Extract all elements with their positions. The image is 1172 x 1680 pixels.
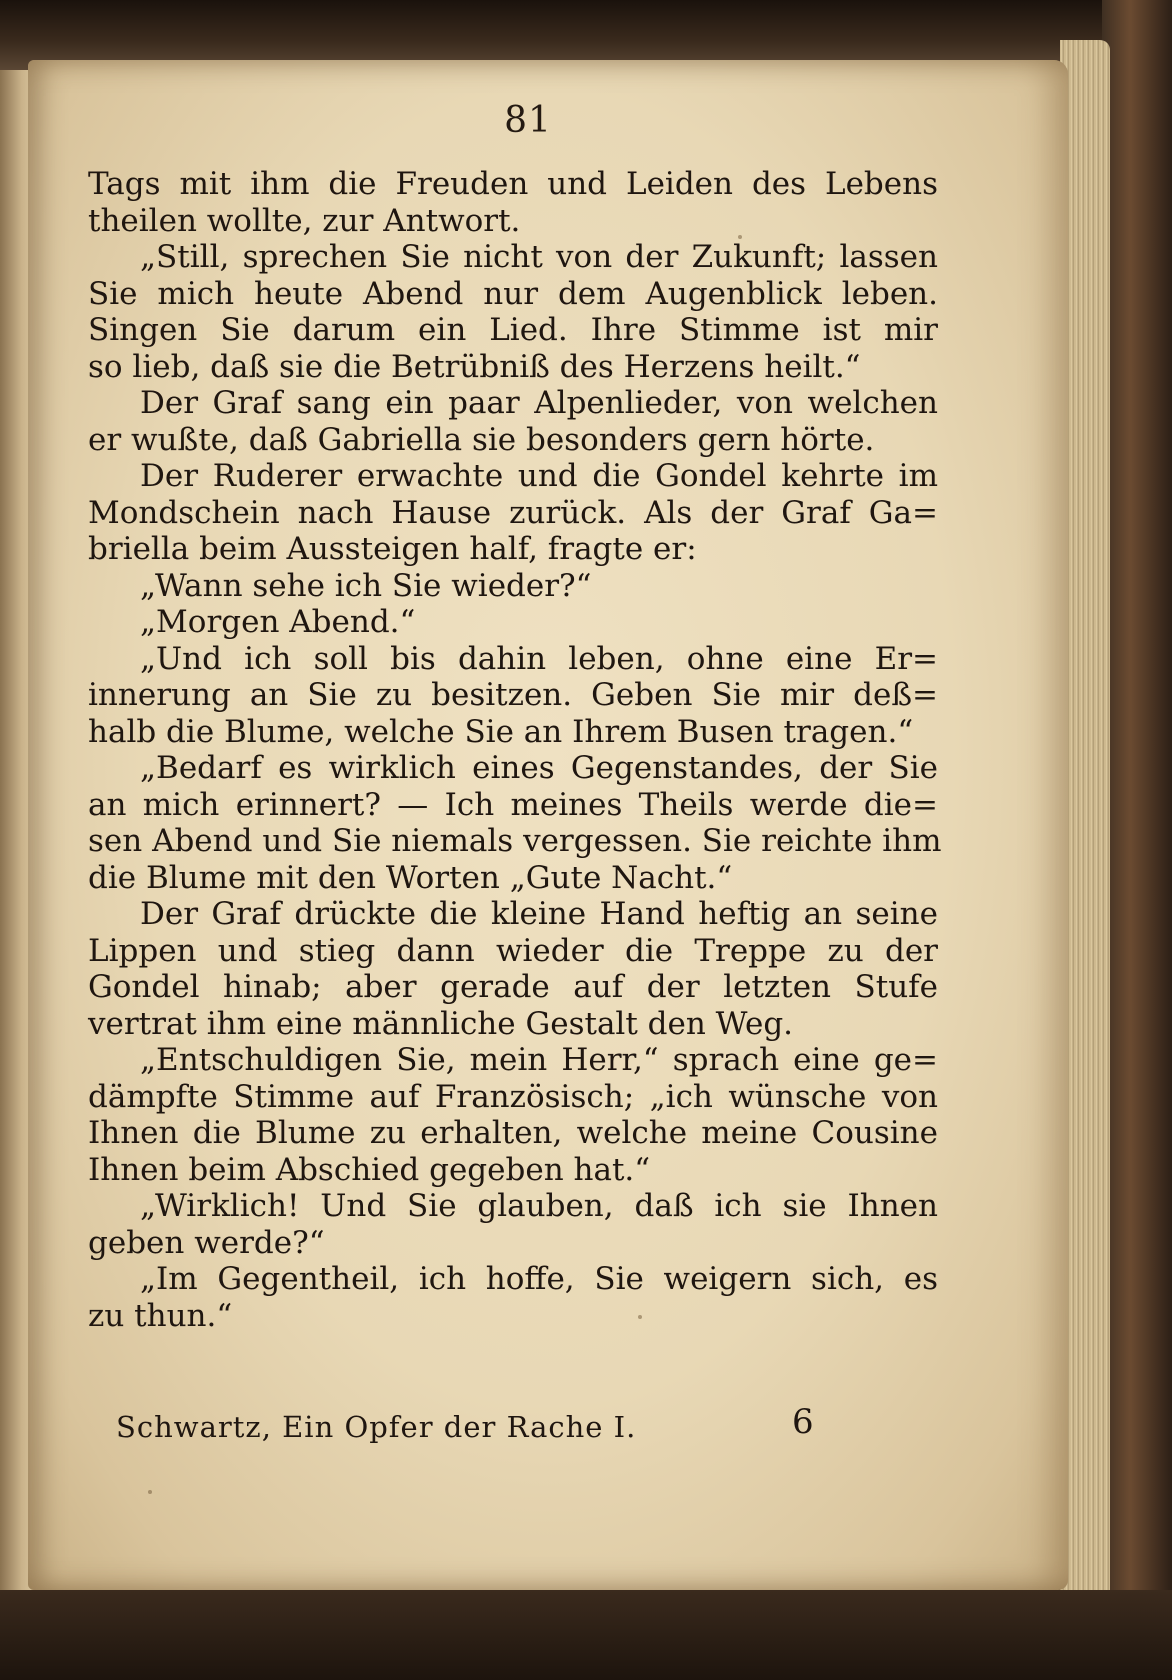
text-line: Tags mit ihm die Freuden und Leiden des Lebens bbox=[88, 166, 938, 202]
text-line: innerung an Sie zu besitzen. Geben Sie mir deß= bbox=[88, 677, 938, 713]
text-line: „Wann sehe ich Sie wieder?“ bbox=[140, 567, 592, 604]
text-line: halb die Blume, welche Sie an Ihrem Busen tragen.“ bbox=[88, 713, 914, 750]
text-line: Lippen und stieg dann wieder die Treppe zu der bbox=[88, 932, 938, 969]
text-line: an mich erinnert? — Ich meines Theils werde die= bbox=[88, 786, 938, 823]
paper-speck bbox=[148, 1490, 152, 1494]
book-page bbox=[28, 60, 1068, 1590]
text-line: Ihnen die Blume zu erhalten, welche meine Cousine bbox=[88, 1115, 938, 1151]
text-line: zu thun.“ bbox=[88, 1297, 233, 1334]
text-line: „Wirklich! Und Sie glauben, daß ich sie Ihnen bbox=[140, 1188, 938, 1224]
text-line: geben werde?“ bbox=[88, 1224, 325, 1261]
book-cover-spine bbox=[1102, 0, 1172, 1680]
printer-signature: Schwartz, Ein Opfer der Rache I. bbox=[116, 1410, 637, 1444]
paper-speck bbox=[638, 1315, 642, 1319]
text-line: „Morgen Abend.“ bbox=[140, 604, 416, 640]
text-line: Mondschein nach Hause zurück. Als der Graf Ga= bbox=[88, 494, 938, 531]
page-footer bbox=[116, 1402, 916, 1450]
text-line: „Still, sprechen Sie nicht von der Zukunft; lassen bbox=[140, 239, 938, 275]
text-line: Ihnen beim Abschied gegeben hat.“ bbox=[88, 1151, 651, 1188]
text-line: „Entschuldigen Sie, mein Herr,“ sprach eine ge= bbox=[140, 1042, 938, 1078]
text-line: „Bedarf es wirklich eines Gegenstandes, der Sie bbox=[140, 750, 938, 786]
page-number: 81 bbox=[504, 100, 552, 141]
text-line: theilen wollte, zur Antwort. bbox=[88, 202, 521, 239]
paper-speck bbox=[738, 235, 742, 239]
text-line: so lieb, daß sie die Betrübniß des Herzens heilt.“ bbox=[88, 348, 861, 385]
text-line: Der Ruderer erwachte und die Gondel kehrte im bbox=[140, 458, 938, 494]
text-line: „Im Gegentheil, ich hoffe, Sie weigern sich, es bbox=[140, 1261, 938, 1297]
text-line: vertrat ihm eine männliche Gestalt den Weg. bbox=[88, 1005, 794, 1042]
text-line: briella beim Aussteigen half, fragte er: bbox=[88, 531, 697, 567]
bottom-shadow bbox=[0, 1590, 1172, 1680]
text-line: sen Abend und Sie niemals vergessen. Sie reichte ihm bbox=[88, 823, 942, 859]
text-line: „Und ich soll bis dahin leben, ohne eine Er= bbox=[140, 640, 938, 677]
text-line: dämpfte Stimme auf Französisch; „ich wünsche von bbox=[88, 1078, 938, 1115]
text-line: Der Graf sang ein paar Alpenlieder, von welchen bbox=[140, 385, 938, 421]
body-text bbox=[88, 166, 942, 1334]
text-line: die Blume mit den Worten „Gute Nacht.“ bbox=[88, 859, 733, 896]
text-line: Der Graf drückte die kleine Hand heftig an seine bbox=[140, 896, 938, 932]
text-line: er wußte, daß Gabriella sie besonders gern hörte. bbox=[88, 421, 875, 458]
sheet-number: 6 bbox=[792, 1402, 814, 1442]
text-line: Gondel hinab; aber gerade auf der letzten Stufe bbox=[88, 969, 938, 1005]
text-line: Singen Sie darum ein Lied. Ihre Stimme ist mir bbox=[88, 312, 938, 348]
text-line: Sie mich heute Abend nur dem Augenblick leben. bbox=[88, 275, 938, 312]
